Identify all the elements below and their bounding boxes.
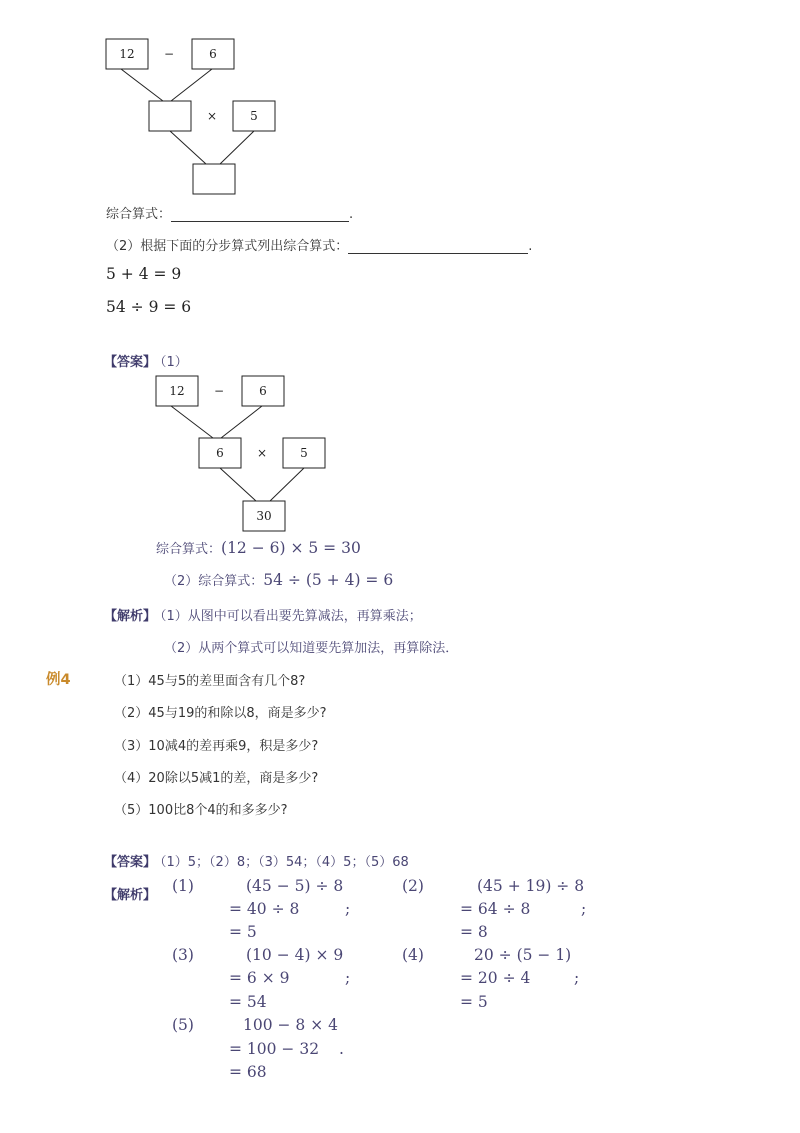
answer-heading xyxy=(104,351,188,370)
example4-label: 例4 xyxy=(46,672,71,688)
answer-part1: （1） xyxy=(160,355,188,370)
a2-item5-line3: = 68 xyxy=(229,1063,267,1081)
q1-blank[interactable] xyxy=(171,209,349,222)
formula2-label: （2）综合算式： xyxy=(164,574,264,589)
a2-item4-line2: = 20 ÷ 4 xyxy=(460,969,531,987)
a2-item1-line1: (45 − 5) ÷ 8 xyxy=(246,877,344,895)
a2-item3-num: (3) xyxy=(172,946,194,964)
q2-blank[interactable] xyxy=(348,241,528,254)
a2-item2-line1: (45 + 19) ÷ 8 xyxy=(477,877,585,895)
a2-item3-line1: (10 − 4) × 9 xyxy=(246,946,344,964)
ans-result-30: 30 xyxy=(256,509,272,523)
a2-item1-line3: = 5 xyxy=(229,923,257,941)
answer-formula2 xyxy=(164,570,393,589)
a2-item2-line3: = 8 xyxy=(460,923,488,941)
a2-item3-sep: ; xyxy=(345,969,351,987)
a2-item3-line3: = 54 xyxy=(229,993,267,1011)
answer-formula1 xyxy=(156,538,361,557)
q1-line xyxy=(106,203,353,222)
answer2-line xyxy=(104,851,409,870)
a2-item2-sep: ; xyxy=(581,900,587,918)
q1-end: . xyxy=(349,207,354,222)
a2-item5-num: (5) xyxy=(172,1016,194,1034)
formula1: (12 − 6) × 5 = 30 xyxy=(221,539,361,557)
answer-tree-diagram xyxy=(150,371,340,536)
a2-item4-num: (4) xyxy=(402,946,424,964)
ans-minus-sign: − xyxy=(213,384,225,398)
a2-item2-line2: = 64 ÷ 8 xyxy=(460,900,531,918)
box-empty-2 xyxy=(193,164,235,194)
answer2-text: （1）5；（2）8；（3）54；（4）5；（5）68 xyxy=(160,855,409,870)
formula2: 54 ÷ (5 + 4) = 6 xyxy=(263,571,394,589)
analysis-line-2: （2）从两个算式可以知道要先算加法，再算除法． xyxy=(164,641,459,656)
a2-item5-sep: . xyxy=(339,1040,344,1058)
answer-tag: 【答案】 xyxy=(104,355,157,370)
answer2-tag: 【答案】 xyxy=(104,855,157,870)
ans-num-5: 5 xyxy=(300,446,308,460)
step-1: 5 + 4 = 9 xyxy=(106,265,182,283)
example4-q4: （4）20除以5减1的差，商是多少? xyxy=(114,771,319,786)
analysis-line-1 xyxy=(104,605,422,624)
num-5: 5 xyxy=(250,109,258,123)
q1-label: 综合算式： xyxy=(106,207,172,222)
analysis-tag: 【解析】 xyxy=(104,609,157,624)
a2-item5-line2: = 100 − 32 xyxy=(229,1040,320,1058)
example4-q5: （5）100比8个4的和多多少? xyxy=(114,803,288,818)
a2-item4-line1: 20 ÷ (5 − 1) xyxy=(474,946,572,964)
question-tree-diagram xyxy=(100,34,290,199)
a2-item1-num: (1) xyxy=(172,877,194,895)
ans-num-6: 6 xyxy=(259,384,267,398)
example4-q1: （1）45与5的差里面含有几个8? xyxy=(114,674,306,689)
a2-item1-sep: ; xyxy=(345,900,351,918)
step-2: 54 ÷ 9 = 6 xyxy=(106,298,192,316)
num-6: 6 xyxy=(209,47,217,61)
ans-times-sign: × xyxy=(256,446,268,460)
minus-sign: − xyxy=(163,47,175,61)
ans-result-6: 6 xyxy=(216,446,224,460)
analysis-text-1: （1）从图中可以看出要先算减法，再算乘法； xyxy=(160,609,422,624)
a2-item5-line1: 100 − 8 × 4 xyxy=(243,1016,338,1034)
example4-q2: （2）45与19的和除以8，商是多少? xyxy=(114,706,327,721)
a2-item4-line3: = 5 xyxy=(460,993,488,1011)
q2-label: （2）根据下面的分步算式列出综合算式： xyxy=(106,239,349,254)
a2-item1-line2: = 40 ÷ 8 xyxy=(229,900,300,918)
q2-line xyxy=(106,235,532,254)
formula1-label: 综合算式： xyxy=(156,542,222,557)
box-empty-1 xyxy=(149,101,191,131)
q2-end: . xyxy=(528,239,533,254)
num-12: 12 xyxy=(119,47,135,61)
ans-num-12: 12 xyxy=(169,384,185,398)
example4-q3: （3）10减4的差再乘9，积是多少? xyxy=(114,739,319,754)
a2-item3-line2: = 6 × 9 xyxy=(229,969,290,987)
analysis2-tag: 【解析】 xyxy=(104,888,157,903)
times-sign: × xyxy=(206,109,218,123)
a2-item4-sep: ; xyxy=(574,969,580,987)
a2-item2-num: (2) xyxy=(402,877,424,895)
